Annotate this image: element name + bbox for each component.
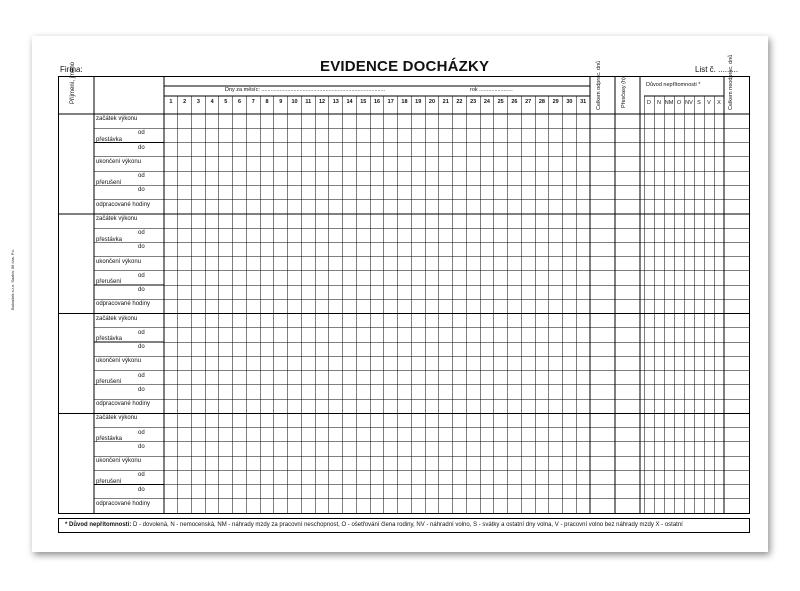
row-label-od: od: [138, 272, 145, 279]
row-label-od: od: [138, 472, 145, 479]
absence-code: NV: [685, 100, 693, 106]
overtime-header: Přesčasy (h): [621, 77, 627, 108]
day-number: 6: [238, 99, 242, 105]
row-label-prestavka: přestávka: [96, 436, 123, 443]
day-number: 3: [196, 99, 200, 105]
day-number: 10: [291, 99, 298, 105]
row-label-do: do: [138, 187, 145, 194]
row-label-do: do: [138, 144, 145, 151]
absence-code: V: [707, 100, 711, 106]
side-imprint: Baloušek s.r.o. Sazba: 06 čas. P.c.: [10, 248, 15, 310]
absence-code: N: [657, 100, 661, 106]
row-label-zacatek: začátek výkonu: [96, 315, 138, 322]
day-number: 26: [511, 99, 518, 105]
row-label-prestavka: přestávka: [96, 336, 123, 343]
row-label-preruseni: přerušení: [96, 379, 122, 386]
row-label-od: od: [138, 130, 145, 137]
row-label-preruseni: přerušení: [96, 179, 122, 186]
row-label-od: od: [138, 372, 145, 379]
day-number: 13: [332, 99, 339, 105]
row-label-do: do: [138, 244, 145, 251]
name-header: Příjmení, jméno: [70, 61, 76, 104]
row-label-zacatek: začátek výkonu: [96, 215, 138, 222]
row-label-od: od: [138, 173, 145, 179]
day-number: 5: [224, 99, 228, 105]
absence-legend-lead: * Důvod nepřítomnosti:: [65, 522, 132, 528]
day-number: 2: [183, 99, 187, 105]
row-label-do: do: [138, 443, 145, 450]
row-label-ukonceni: ukončení výkonu: [96, 458, 142, 464]
absence-code: D: [647, 100, 651, 106]
row-label-odpracovane: odpracované hodiny: [96, 500, 151, 507]
absence-code: O: [676, 100, 682, 106]
absence-code: NM: [664, 100, 674, 106]
form-title: EVIDENCE DOCHÁZKY: [320, 58, 490, 75]
row-label-od: od: [138, 329, 145, 336]
row-label-odpracovane: odpracované hodiny: [96, 301, 151, 308]
day-number: 7: [251, 99, 255, 105]
day-number: 28: [538, 99, 545, 105]
day-number: 29: [552, 99, 559, 105]
row-label-ukonceni: ukončení výkonu: [96, 258, 142, 265]
day-number: 23: [470, 99, 477, 105]
day-number: 12: [318, 99, 326, 105]
day-number: 31: [580, 99, 587, 105]
day-number: 15: [360, 99, 367, 105]
total-days-header: Celkem odprac. dnů: [596, 60, 602, 110]
row-label-prestavka: přestávka: [96, 136, 123, 143]
absence-code: S: [697, 100, 701, 106]
day-number: 9: [279, 99, 283, 105]
row-label-do: do: [138, 386, 145, 393]
absence-reason-header: Důvod nepřítomnosti *: [646, 82, 701, 88]
day-number: 21: [442, 99, 449, 105]
day-number: 22: [456, 99, 463, 105]
day-number: 27: [525, 99, 532, 105]
day-number: 30: [566, 99, 573, 105]
row-label-od: od: [138, 429, 145, 436]
row-label-preruseni: přerušení: [96, 279, 122, 286]
row-label-ukonceni: ukončení výkonu: [96, 358, 142, 365]
row-label-zacatek: začátek výkonu: [96, 415, 138, 422]
day-number: 4: [210, 99, 214, 105]
day-number: 19: [415, 99, 422, 105]
row-label-odpracovane: odpracované hodiny: [96, 401, 151, 407]
day-number: 1: [169, 99, 173, 105]
firma-label: Firma:: [60, 65, 83, 74]
day-number: 18: [401, 99, 408, 105]
day-number: 11: [305, 99, 312, 105]
days-header: Dny za měsíc: .................................................................................: [225, 87, 386, 93]
day-number: 16: [373, 99, 381, 105]
row-label-ukonceni: ukončení výkonu: [96, 158, 142, 165]
row-label-do: do: [138, 486, 145, 493]
row-label-od: od: [138, 230, 145, 236]
absence-code: X: [717, 100, 721, 106]
day-number: 25: [497, 99, 504, 105]
day-number: 24: [483, 99, 490, 105]
unworked-days-header: Celkem neodprac. dnů: [728, 54, 734, 110]
row-label-zacatek: začátek výkonu: [96, 116, 138, 122]
attendance-form: [58, 76, 750, 514]
day-number: 17: [387, 99, 394, 105]
row-label-do: do: [138, 344, 145, 350]
absence-legend-text: D - dovolená, N - nemocenská, NM - náhrady mzdy za pracovní neschopnost, O - ošetřování člena rodiny, NV - náhradní volno, S - svátky a ostatní dny volna, V - pracovní volno bez náhrady mzdy X - ostatní: [131, 522, 683, 528]
day-number: 20: [428, 99, 436, 105]
row-label-do: do: [138, 287, 145, 293]
absence-legend: [58, 518, 750, 533]
list-number-label: List č. .........: [695, 65, 739, 74]
day-number: 14: [346, 99, 353, 105]
row-label-prestavka: přestávka: [96, 236, 123, 243]
day-number: 8: [265, 99, 269, 105]
row-label-preruseni: přerušení: [96, 478, 122, 485]
row-label-odpracovane: odpracované hodiny: [96, 201, 151, 208]
year-header: rok ......................: [470, 87, 513, 93]
